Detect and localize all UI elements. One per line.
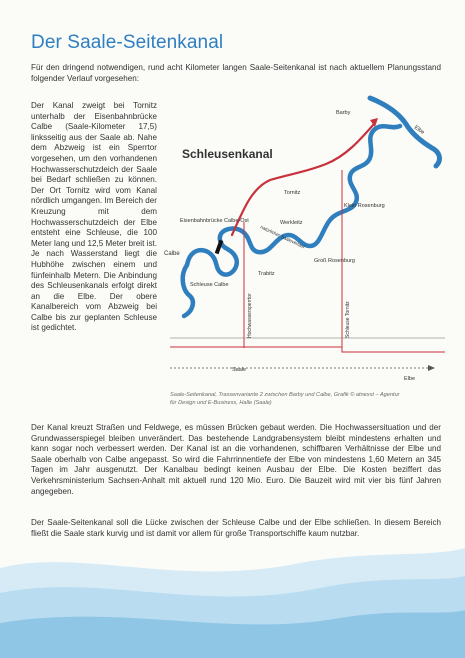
left-paragraph: Der Kanal zweigt bei Tornitz unterhalb der Eisenbahnbrücke Calbe (Saale-Kilometer 17,5) linksseitig aus der Saale ab. Nahe dem Abzweig ist ein Sperrtor vorgesehen, um den vorhandenen Hochwasserschutzdeich der Saale bei Bedarf schließen zu können. Der Ort Tornitz wird vom Kanal nördlich umgangen. Im Bereich der Kreuzung mit dem Hochwasserschutzdeich der Elbe entsteht eine Schleuse, die 100 Meter lang und 12,5 Meter breit ist. Je nach Wasserstand liegt die Hubhöhe zwischen einem und fünfeinhalb Metern. Die Anbindung des Schleusenkanals erfolgt direkt an die Elbe. Der obere Kanalbereich vom Abzweig bei Calbe bis zur geplanten Schleuse ist gedichtet. [31, 101, 157, 333]
axis-arrow [428, 365, 435, 371]
label-bridge: Eisenbahnbrücke Calbe-Ost [180, 218, 249, 224]
last-paragraph: Der Saale-Seitenkanal soll die Lücke zwischen der Schleuse Calbe und der Elbe schließen. In diesem Bereich fließt die Saale stark kurvig und ist damit vor allem für große Transportschiffe kaum nutzbar. [31, 518, 441, 538]
map-heading: Schleusenkanal [182, 147, 273, 161]
map-caption: Saale-Seitenkanal, Trassenvariante 2 zwischen Barby und Calbe, Grafik © atnexxt – Agentur für Design und E-Business, Halle (Saale) [170, 392, 400, 406]
saale-lower-arm [183, 265, 193, 316]
label-gross-rosenburg: Groß Rosenburg [314, 258, 355, 264]
label-calbe: Calbe [164, 251, 180, 257]
label-barby: Barby [336, 110, 351, 116]
label-klein-rosenburg: Klein Rosenburg [344, 203, 385, 209]
label-werkleitz: Werkleitz [280, 220, 303, 226]
canal-map [160, 90, 445, 385]
profile-red-line [170, 347, 445, 352]
label-saale-axis: Saale [232, 367, 247, 373]
intro-paragraph: Für den dringend notwendigen, rund acht Kilometer langen Saale-Seitenkanal ist nach aktuellem Planungsstand folgender Verlauf vorgesehen: [31, 63, 441, 83]
wave-decoration [0, 538, 465, 658]
label-trabitz: Trabitz [258, 271, 275, 277]
label-elbe: Elbe [412, 124, 426, 136]
label-hochwassersperrtor: Hochwassersperrtor [247, 293, 253, 338]
label-tornitz: Tornitz [284, 190, 301, 196]
elbe-river-line [370, 98, 439, 166]
page-title: Der Saale-Seitenkanal [31, 32, 224, 53]
label-schleuse-tornitz: Schleuse Tornitz [345, 301, 351, 338]
label-schleuse-calbe: Schleuse Calbe [190, 282, 229, 288]
middle-paragraph: Der Kanal kreuzt Straßen und Feldwege, es müssen Brücken gebaut werden. Die Hochwassersituation und der Grundwasserspiegel bleiben unverändert. Das bestehende Landgrabensystem bleibt mindestens erhalten und kann sogar noch verbessert werden. Der Kanal ist an die vorhandenen, schiffbaren Verhältnisse der Elbe und Saale oberhalb von Calbe angepasst. So wird die Fahrrinnentiefe der Elbe von mindestens 1,60 Metern an 345 Tagen im Jahr ausgenutzt. Der Kanalbau bedingt keinen Ausbau der Elbe. Die Kosten beziffert das Verkehrsministerium Sachsen-Anhalt mit aktuell rund 120 Mio. Euro. Die Bauzeit wird mit vier bis fünf Jahren angegeben. [31, 423, 441, 496]
canal-line [232, 124, 374, 235]
label-elbe-axis: Elbe [404, 376, 416, 382]
label-saale-natural: natürlicher Saaleverlauf [259, 224, 306, 250]
